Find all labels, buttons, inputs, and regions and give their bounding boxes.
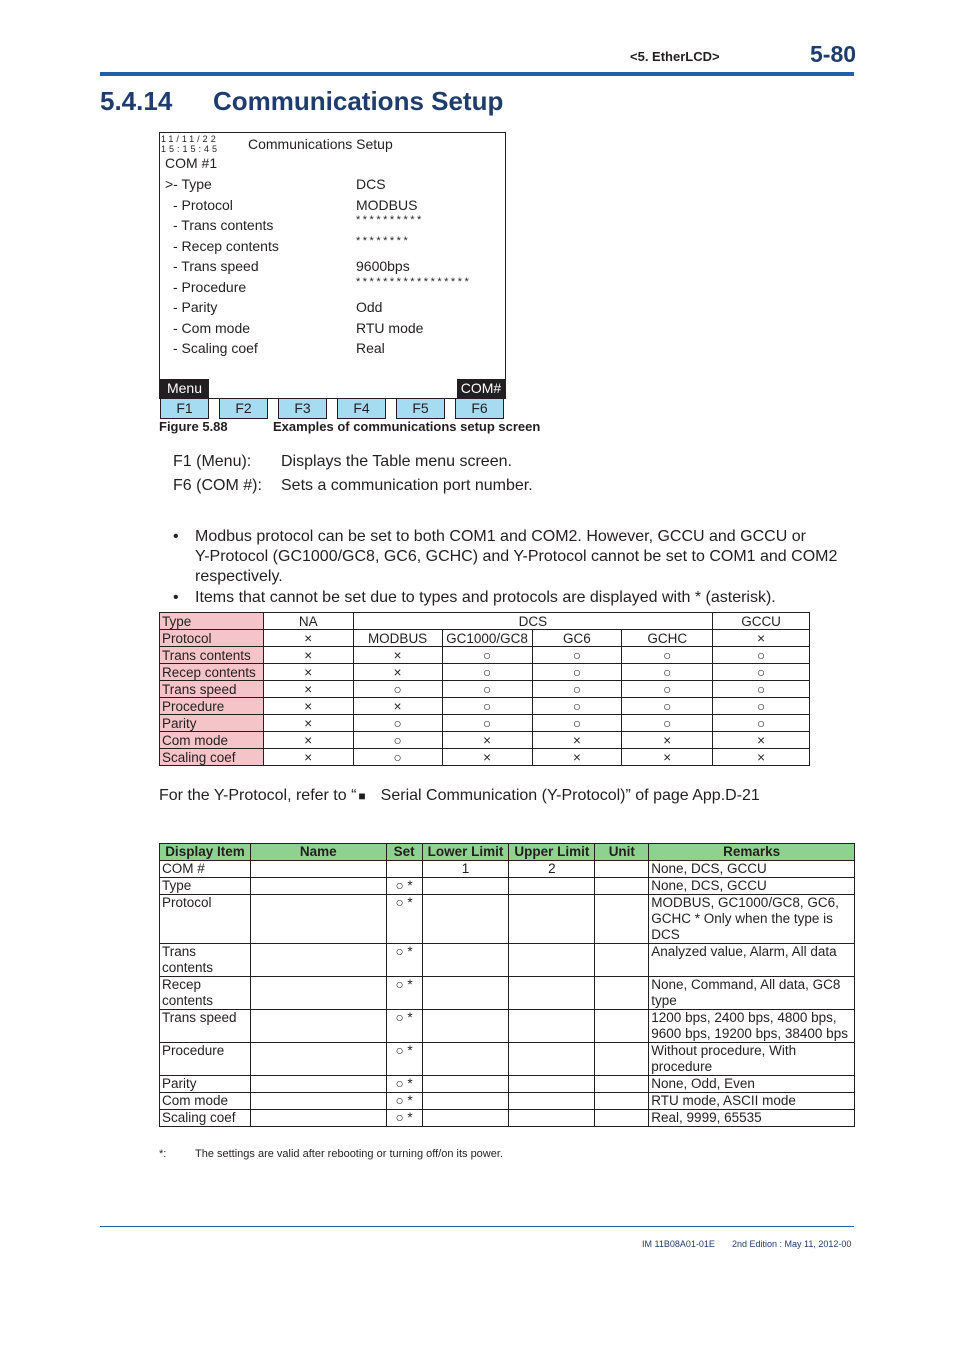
cell-item: Com mode <box>160 1093 251 1110</box>
screen-setting-label: - Recep contents <box>173 237 279 254</box>
table-row <box>160 698 810 715</box>
availability-cell: ○ <box>713 698 810 715</box>
screen-setting-value: DCS <box>356 176 386 192</box>
availability-cell: × <box>442 732 532 749</box>
reference-prefix: For the Y-Protocol, refer to “ <box>159 787 357 804</box>
screen-setting-label: - Protocol <box>173 196 233 213</box>
availability-cell: ○ <box>442 681 532 698</box>
cell-item: Recep contents <box>160 977 251 1010</box>
cell-name <box>250 1043 386 1076</box>
cell-set: ○ * <box>386 1043 422 1076</box>
cell-upper <box>509 1110 595 1127</box>
row-label: Trans speed <box>160 681 264 698</box>
cell-set: ○ * <box>386 944 422 977</box>
cell-unit <box>595 861 649 878</box>
availability-cell: × <box>263 647 353 664</box>
cell-upper <box>509 895 595 944</box>
table-row <box>160 895 855 944</box>
screen-setting-label: - Procedure <box>173 278 247 295</box>
column-header: Unit <box>595 844 649 861</box>
cell-remarks: MODBUS, GC1000/GC8, GC6, GCHC * Only when the type is DCS <box>649 895 855 944</box>
cell-remarks: RTU mode, ASCII mode <box>649 1093 855 1110</box>
screen-com-softkey[interactable]: COM# <box>457 379 505 398</box>
table-row <box>160 664 810 681</box>
cell-remarks: Without procedure, With procedure <box>649 1043 855 1076</box>
availability-cell: × <box>353 647 442 664</box>
cell-unit <box>595 1093 649 1110</box>
availability-cell: ○ <box>442 715 532 732</box>
screen-setting-value: ********** <box>356 214 424 226</box>
availability-cell: ○ <box>713 715 810 732</box>
column-header: Name <box>250 844 386 861</box>
cell-remarks: None, DCS, GCCU <box>649 861 855 878</box>
screen-setting-value: Odd <box>356 299 383 315</box>
cell-remarks: 1200 bps, 2400 bps, 4800 bps, 9600 bps, 19200 bps, 38400 bps <box>649 1010 855 1043</box>
cell-name <box>250 977 386 1010</box>
screen-menu-softkey[interactable]: Menu <box>160 379 209 398</box>
cell-name <box>250 1110 386 1127</box>
protocol-row <box>160 630 810 647</box>
header-rule <box>100 72 854 76</box>
availability-cell: × <box>713 749 810 766</box>
screen-setting-label: - Trans contents <box>173 217 274 233</box>
table-row <box>160 944 855 977</box>
screen-setting-label: - Trans speed <box>173 258 259 274</box>
cell-lower <box>422 895 509 944</box>
desc-text-f1: Displays the Table menu screen. <box>281 453 512 470</box>
cell-upper <box>509 977 595 1010</box>
column-header: Lower Limit <box>422 844 509 861</box>
availability-cell: ○ <box>532 664 622 681</box>
availability-cell: ○ <box>532 647 622 664</box>
cell-unit <box>595 1010 649 1043</box>
availability-cell: ○ <box>713 681 810 698</box>
availability-cell: ○ <box>532 681 622 698</box>
screen-setting-label: - Com mode <box>173 319 251 336</box>
availability-cell: ○ <box>622 664 713 681</box>
cell-name <box>250 1010 386 1043</box>
document-id: IM 11B08A01-01E <box>642 1239 715 1249</box>
screen-setting-value: ***************** <box>356 275 472 288</box>
cell-lower <box>422 1093 509 1110</box>
column-header: Set <box>386 844 422 861</box>
cell-unit <box>595 944 649 977</box>
availability-cell: ○ <box>353 681 442 698</box>
edition-date: 2nd Edition : May 11, 2012-00 <box>732 1239 852 1249</box>
availability-cell: × <box>353 664 442 681</box>
cell-remarks: None, Command, All data, GC8 type <box>649 977 855 1010</box>
protocol-cell: × <box>713 630 810 647</box>
availability-cell: ○ <box>442 664 532 681</box>
row-label: Parity <box>160 715 264 732</box>
availability-cell: × <box>263 749 353 766</box>
cell-upper: 2 <box>509 861 595 878</box>
function-key-f4[interactable]: F4 <box>337 398 386 419</box>
cell-unit <box>595 895 649 944</box>
availability-cell: × <box>622 732 713 749</box>
function-key-f2[interactable]: F2 <box>219 398 268 419</box>
cell-set: ○ * <box>386 1010 422 1043</box>
availability-cell: ○ <box>532 715 622 732</box>
parameter-table-header <box>160 844 855 861</box>
function-key-f5[interactable]: F5 <box>396 398 445 419</box>
type-header-cell: NA <box>263 613 353 630</box>
row-label: Procedure <box>160 698 264 715</box>
cell-remarks: None, Odd, Even <box>649 1076 855 1093</box>
availability-cell: × <box>263 715 353 732</box>
footer-rule <box>100 1226 854 1227</box>
function-key-f1[interactable]: F1 <box>160 398 209 419</box>
table-row <box>160 861 855 878</box>
availability-cell: ○ <box>713 647 810 664</box>
row-label: Scaling coef <box>160 749 264 766</box>
screen-setting-label: >- Type <box>165 176 212 192</box>
protocol-cell: MODBUS <box>353 630 442 647</box>
bullet-line: Y-Protocol (GC1000/GC8, GC6, GCHC) and Y-Protocol cannot be set to COM1 and COM2 <box>195 548 838 565</box>
availability-cell: ○ <box>353 749 442 766</box>
cell-lower <box>422 977 509 1010</box>
availability-cell: × <box>622 749 713 766</box>
cell-name <box>250 944 386 977</box>
lcd-screen <box>159 132 506 399</box>
reference-line <box>159 787 760 805</box>
column-header: Remarks <box>649 844 855 861</box>
page-number: 5-80 <box>810 41 857 67</box>
cell-name <box>250 861 386 878</box>
footnote-mark: *: <box>159 1148 167 1160</box>
cell-unit <box>595 1076 649 1093</box>
table-row <box>160 977 855 1010</box>
cell-name <box>250 1093 386 1110</box>
availability-cell: ○ <box>622 715 713 732</box>
screen-setting-value: MODBUS <box>356 196 418 213</box>
screen-setting-label: - Scaling coef <box>173 340 258 356</box>
screen-setting-value: RTU mode <box>356 319 424 336</box>
availability-cell: ○ <box>622 698 713 715</box>
bullet-item <box>195 527 860 587</box>
row-label: Protocol <box>160 630 264 647</box>
bullet-item <box>195 588 860 608</box>
cell-item: Protocol <box>160 895 251 944</box>
cell-set <box>386 861 422 878</box>
availability-cell: × <box>263 732 353 749</box>
screen-date: 11/11/22 <box>161 134 219 144</box>
cell-upper <box>509 1076 595 1093</box>
availability-cell: ○ <box>353 732 442 749</box>
function-key-f3[interactable]: F3 <box>278 398 327 419</box>
cell-remarks: Analyzed value, Alarm, All data <box>649 944 855 977</box>
cell-item: Procedure <box>160 1043 251 1076</box>
table-row <box>160 732 810 749</box>
cell-set: ○ * <box>386 1093 422 1110</box>
bullet-line: respectively. <box>195 568 283 585</box>
availability-table <box>159 612 810 766</box>
cell-item: Parity <box>160 1076 251 1093</box>
desc-key-f6: F6 (COM #): <box>173 477 262 494</box>
table-row <box>160 1076 855 1093</box>
table-row <box>160 681 810 698</box>
cell-name <box>250 878 386 895</box>
cell-lower <box>422 944 509 977</box>
section-number: 5.4.14 <box>100 86 173 116</box>
screen-title: Communications Setup <box>248 136 393 152</box>
section-title: Communications Setup <box>213 86 504 116</box>
type-header-cell: GCCU <box>713 613 810 630</box>
bullet-mark: • <box>173 528 179 545</box>
availability-cell: ○ <box>442 647 532 664</box>
bullet-mark: • <box>173 589 179 606</box>
cell-lower: 1 <box>422 861 509 878</box>
cell-upper <box>509 1010 595 1043</box>
cell-upper <box>509 1093 595 1110</box>
bullet-line: Items that cannot be set due to types and protocols are displayed with * (asterisk). <box>195 589 776 606</box>
row-label: Recep contents <box>160 664 264 681</box>
cell-set: ○ * <box>386 977 422 1010</box>
cell-remarks: None, DCS, GCCU <box>649 878 855 895</box>
cell-item: Trans contents <box>160 944 251 977</box>
row-label: Type <box>160 613 264 630</box>
cell-unit <box>595 1110 649 1127</box>
reference-link-text: Serial Communication (Y-Protocol)” of page App.D-21 <box>380 787 760 804</box>
table-row <box>160 749 810 766</box>
chapter-label: <5. EtherLCD> <box>630 49 720 64</box>
cell-set: ○ * <box>386 1110 422 1127</box>
cell-upper <box>509 944 595 977</box>
cell-upper <box>509 878 595 895</box>
screen-com-number: COM #1 <box>165 155 218 171</box>
type-header-cell: DCS <box>353 613 713 630</box>
cell-upper <box>509 1043 595 1076</box>
availability-cell: × <box>532 749 622 766</box>
table-row <box>160 878 855 895</box>
cell-lower <box>422 878 509 895</box>
screen-setting-value: Real <box>356 340 385 356</box>
cell-lower <box>422 1110 509 1127</box>
row-label: Com mode <box>160 732 264 749</box>
column-header: Display Item <box>160 844 251 861</box>
desc-key-f1: F1 (Menu): <box>173 453 252 470</box>
availability-cell: × <box>713 732 810 749</box>
cell-name <box>250 1076 386 1093</box>
availability-cell: × <box>532 732 622 749</box>
cell-set: ○ * <box>386 878 422 895</box>
table-row <box>160 1043 855 1076</box>
figure-caption: Examples of communications setup screen <box>273 419 541 434</box>
cell-lower <box>422 1010 509 1043</box>
availability-cell: ○ <box>442 698 532 715</box>
availability-cell: × <box>353 698 442 715</box>
function-key-f6[interactable]: F6 <box>455 398 504 419</box>
availability-cell: × <box>263 681 353 698</box>
cell-set: ○ * <box>386 1076 422 1093</box>
screen-setting-label: - Parity <box>173 299 218 315</box>
cell-item: Type <box>160 878 251 895</box>
cell-item: COM # <box>160 861 251 878</box>
cell-unit <box>595 1043 649 1076</box>
availability-cell: × <box>263 664 353 681</box>
cell-lower <box>422 1043 509 1076</box>
table-row <box>160 1110 855 1127</box>
availability-cell: × <box>263 698 353 715</box>
availability-cell: ○ <box>353 715 442 732</box>
availability-cell: ○ <box>532 698 622 715</box>
availability-cell: ○ <box>713 664 810 681</box>
cell-unit <box>595 977 649 1010</box>
square-bullet-icon: ■ <box>358 789 366 803</box>
bullet-line: Modbus protocol can be set to both COM1 and COM2. However, GCCU and GCCU or <box>195 528 806 545</box>
protocol-cell: GC1000/GC8 <box>442 630 532 647</box>
cell-item: Scaling coef <box>160 1110 251 1127</box>
footnote-text: The settings are valid after rebooting or turning off/on its power. <box>195 1148 503 1160</box>
protocol-cell: GC6 <box>532 630 622 647</box>
screen-datetime <box>161 134 220 154</box>
parameter-table <box>159 843 855 1127</box>
cell-unit <box>595 878 649 895</box>
cell-lower <box>422 1076 509 1093</box>
row-label: Trans contents <box>160 647 264 664</box>
desc-text-f6: Sets a communication port number. <box>281 477 533 494</box>
column-header: Upper Limit <box>509 844 595 861</box>
screen-time: 15:15:45 <box>161 144 221 154</box>
cell-remarks: Real, 9999, 65535 <box>649 1110 855 1127</box>
cell-item: Trans speed <box>160 1010 251 1043</box>
availability-cell: × <box>442 749 532 766</box>
table-row <box>160 1093 855 1110</box>
screen-setting-value: 9600bps <box>356 258 410 274</box>
protocol-cell: GCHC <box>622 630 713 647</box>
cell-name <box>250 895 386 944</box>
table-row <box>160 715 810 732</box>
cell-set: ○ * <box>386 895 422 944</box>
availability-cell: ○ <box>622 681 713 698</box>
protocol-cell: × <box>263 630 353 647</box>
type-row <box>160 613 810 630</box>
screen-setting-value: ******** <box>356 234 411 247</box>
table-row <box>160 647 810 664</box>
table-row <box>160 1010 855 1043</box>
figure-label: Figure 5.88 <box>159 419 228 434</box>
availability-cell: ○ <box>622 647 713 664</box>
